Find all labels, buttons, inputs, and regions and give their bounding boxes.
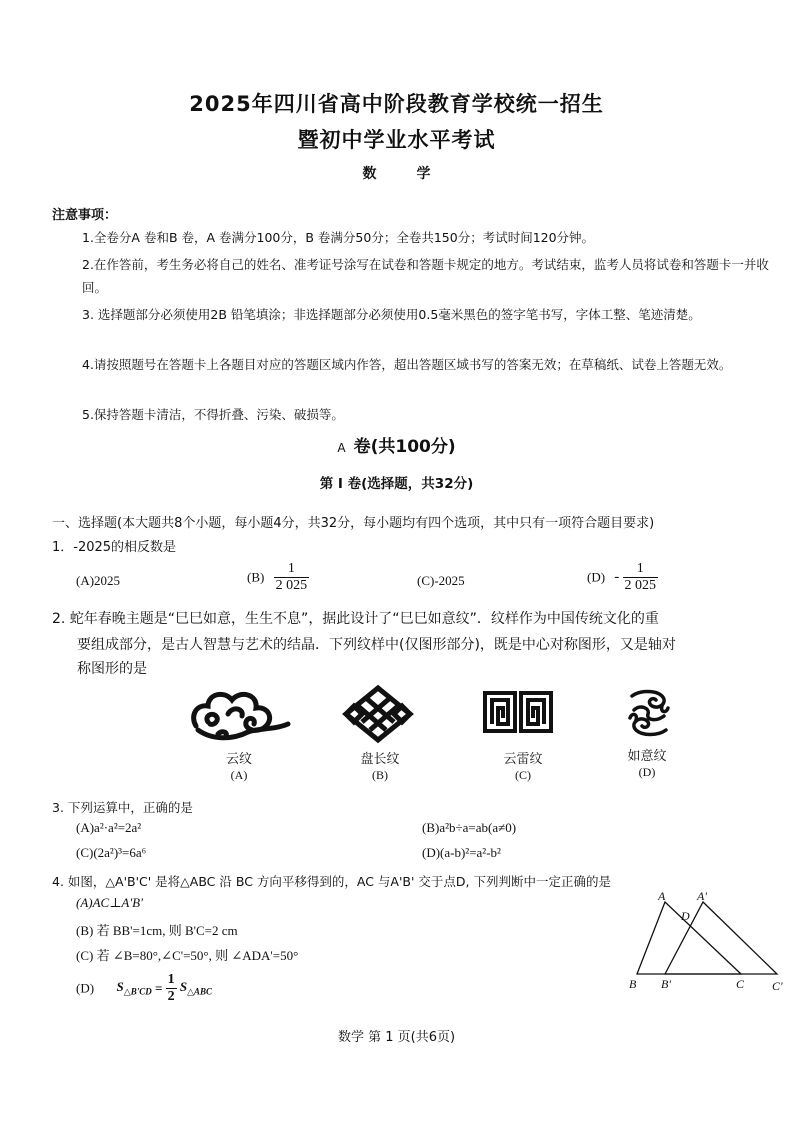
q4-d-fraction [166,972,177,1005]
pattern-b-name: 盘长纹 [360,752,400,767]
pattern-c-name: 云雷纹 [503,752,543,767]
q3-option-d: (D)(a-b)²=a²-b² [422,845,501,860]
notice-item-4: 4.请按照题号在答题卡上各题目对应的答题区域内作答，超出答题区域书写的答案无效；在草稿纸、试卷上答题无效。 [82,357,732,372]
part1-heading: 一、选择题(本大题共8个小题，每小题4分，共32分，每小题均有四个选项，其中只有一项符合题目要求) [52,516,655,531]
label-c: C [736,977,745,991]
exam-title-line2: 暨初中学业水平考试 [297,128,496,152]
section-a-text: 卷(共100分) [353,437,456,457]
q1-option-d-fraction [623,561,659,594]
q4-option-a: (A)AC⊥A'B' [76,895,143,910]
section-1-title: 第 I 卷(选择题，共32分) [319,476,474,492]
q1-stem: 1．-2025的相反数是 [52,540,177,555]
q3-stem: 3. 下列运算中，正确的是 [52,800,193,815]
exam-title-line1: 2025年四川省高中阶段教育学校统一招生 [189,92,604,116]
q3-option-c: (C)(2a²)³=6a⁶ [76,845,147,860]
q4-option-b: (B) 若 BB'=1cm, 则 B'C=2 cm [76,923,238,938]
q4-option-d-label: (D) [76,980,95,996]
label-a-prime: A' [697,889,707,903]
q4-d-denominator: 2 [167,989,175,1004]
q4-option-d [76,972,212,1005]
pattern-b-option: (B) [372,768,388,782]
thunder-meander-pattern-icon [482,690,554,734]
endless-knot-pattern-icon [340,684,416,744]
translation-triangle-figure [625,888,793,1000]
q1-option-a: (A)2025 [76,573,121,588]
q4-d-numerator: 1 [167,972,175,987]
pattern-d-name: 如意纹 [627,749,667,764]
q4-d-s1: S [116,979,124,995]
pattern-d-option: (D) [638,765,656,779]
q1-option-d-sign: - [614,569,620,585]
ruyi-pattern-icon [626,688,672,738]
q4-d-area-1 [116,979,152,997]
q3-option-b: (B)a²b÷a=ab(a≠0) [422,820,517,835]
q1-option-c: (C)-2025 [417,573,465,588]
q1-option-b-label: (B) [247,569,265,585]
label-d: D [681,909,690,923]
q1-option-b-fraction [274,561,310,594]
label-b: B [629,977,637,991]
q2-line1: 2. 蛇年春晚主题是“巳巳如意，生生不息”，据此设计了“巳巳如意纹”．纹样作为中国传统文化的重 [52,611,659,627]
cloud-pattern-icon [188,686,292,744]
pattern-a-name: 云纹 [225,752,252,767]
section-a-prefix: A [337,441,346,455]
q4-d-equals: = [154,980,163,996]
q4-d-sub2: △ABC [187,986,213,997]
q4-option-c: (C) 若 ∠B=80°,∠C'=50°, 则 ∠ADA'=50° [76,948,299,963]
label-a: A [658,889,666,903]
q3-option-a: (A)a²·a²=2a² [76,820,142,835]
label-b-prime: B' [661,977,671,991]
label-c-prime: C' [772,979,783,993]
q4-d-sub1: △B'CD [123,986,152,997]
page-footer: 数学 第 1 页(共6页) [337,1030,456,1045]
q2-line2: 要组成部分，是古人智慧与艺术的结晶．下列纹样中(仅图形部分)，既是中心对称图形，又是轴对 [77,637,676,653]
notice-item-1: 1.全卷分A 卷和B 卷，A 卷满分100分，B 卷满分50分；全卷共150分；考试时间120分钟。 [82,230,595,245]
q1-b-denominator: 2 025 [275,578,308,593]
q1-d-denominator: 2 025 [624,578,657,593]
q4-stem: 4. 如图，△A'B'C' 是将△ABC 沿 BC 方向平移得到的，AC 与A'B' 交于点D, 下列判断中一定正确的是 [52,874,611,889]
q1-option-b [247,561,309,594]
pattern-a-option: (A) [230,768,248,782]
q2-line3: 称图形的是 [77,661,147,677]
notice-heading: 注意事项： [52,208,118,223]
q1-d-numerator: 1 [623,561,659,578]
section-a-title [0,432,793,457]
q4-d-s2: S [179,979,188,995]
notice-item-5: 5.保持答题卡清洁，不得折叠、污染、破损等。 [82,407,344,422]
pattern-c-option: (C) [515,768,531,782]
notice-item-3: 3. 选择题部分必须使用2B 铅笔填涂；非选择题部分必须使用0.5毫米黑色的签字笔书写，字体工整、笔迹清楚。 [82,307,701,322]
subject-title: 数学 [362,166,471,182]
q1-option-d [587,561,658,594]
notice-item-2: 2.在作答前，考生务必将自己的姓名、准考证号涂写在试卷和答题卡规定的地方。考试结束，监考人员将试卷和答题卡一并收回。 [82,257,769,295]
q1-b-numerator: 1 [274,561,310,578]
q1-option-d-label: (D) [587,569,606,585]
q4-d-area-2 [179,979,213,997]
